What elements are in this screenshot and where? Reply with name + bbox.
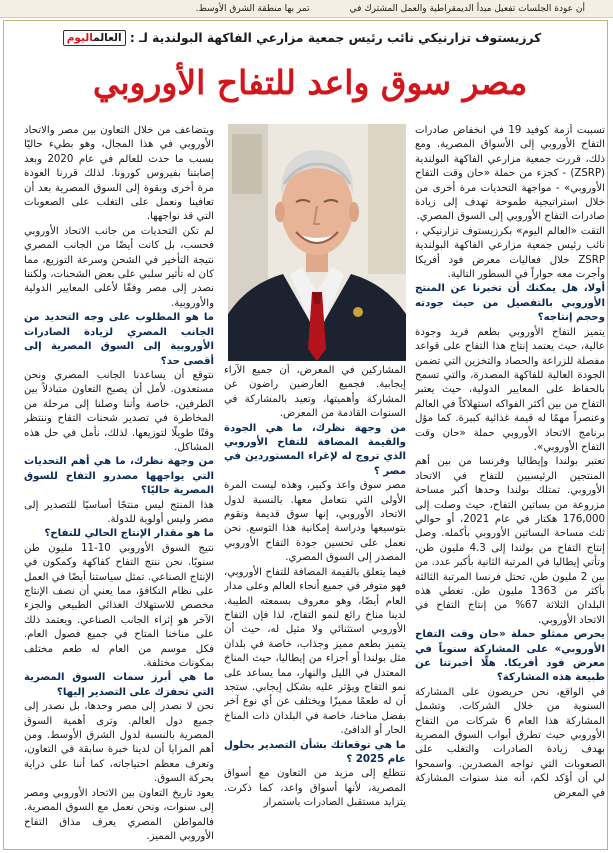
column-right [415, 124, 605, 844]
column-left [24, 124, 214, 844]
paragraph: مصر سوق واعد وكبير، وهذه ليست المرة الأولى التي نتعامل معها. بالنسبة لدول الاتحاد الأوروبي، إنها سوق قديمة ونقوم بتوسيعها ودراسة إمكانية هذا التوسع. نحن نعمل على تحسين جودة التفاح الأوروبي المصدر إلى السوق المصري. [224, 480, 406, 564]
interview-question: ما هو مقدار الإنتاج الحالي للتفاح؟ [44, 528, 214, 540]
interview-question: من وجهة نظرك، ما هي أهم التحديات التي يواجهها مصدرو التفاح للسوق المصرية حاليًا؟ [24, 456, 214, 497]
paragraph: ويتضاعف من خلال التعاون بين مصر والاتحاد الأوروبي في هذا المجال، وهو بطيء حاليًا بسبب ما حدث للعالم في عام 2020 وبعد إصابتنا بفيروس كورونا. لذلك قررنا العودة مرة أخرى وبقوة إلى السوق المصرية بعد أن تعافينا ونعمل على التغلب على الصعوبات التي قد نواجهها. [24, 125, 214, 223]
article-kicker [22, 30, 582, 46]
interview-question: ما هو المطلوب على وجه التحديد من الجانب المصري لزيادة الصادرات الأوروبية إلى السوق المصرية إلى أقصى حد؟ [24, 312, 214, 367]
top-strip-text-1: أن عودة الجلسات تفعيل مبدأ الديمقراطية والعمل المشترك في [349, 3, 585, 14]
logo-word-black: العالم [93, 32, 122, 44]
interview-question: أولا، هل يمكنك أن تخبرنا عن المنتج الأوروبي بالتفصيل من حيث جودته وحجم إنتاجه؟ [415, 283, 605, 324]
paragraph: في الواقع، نحن حريصون على المشاركة السنوية من خلال الشركات. وتشمل المشاركة هذا العام 6 شركات من التفاح الأوروبي حيث تطرق أبواب السوق المصرية بهدف زيادة الصادرات والتغلب على الصعوبات التي تواجه المصدرين. واسمحوا لي أن أؤكد لكم، أنه منذ سنوات المشاركة في المعرض [415, 686, 605, 799]
paragraph: هذا المنتج ليس منتجًا أساسيًا للتصدير إلى مصر وليس أولوية للدولة. [24, 499, 214, 525]
paragraph: تسببت أزمة كوفيد 19 في انخفاض صادرات التفاح الأوروبي إلى الأسواق المصرية. ومع ذلك، قررت جمعية مزارعي الفاكهة البولندية (ZSRP) - كجزء من حملة «حان وقت التفاح الأوروبي» - مواجهة التحديات مرة أخرى من خلال استراتيجية طموحة تهدف إلى زيادة صادرات التفاح الأوروبي إلى السوق المصري. [415, 125, 605, 223]
interview-question: ما هي توقعاتك بشأن التصدير بحلول عام 2025 ؟ [224, 739, 406, 765]
paragraph: المشاركين في المعرض، أن جميع الآراء إيجابية. فجميع العارضين راضون عن المشاركة وأهميتها، وتعيد بالمشاركة في السنوات القادمة من المعرض. [224, 365, 406, 420]
newspaper-logo [63, 30, 126, 46]
kicker-text: كرزيستوف تزارنيكي نائب رئيس جمعية مزارعي الفاكهة البولندية لـ : [129, 31, 542, 45]
portrait-illustration [228, 124, 406, 361]
interview-question: يحرص ممثلو حملة «حان وقت التفاح الأوروبي» على المشاركة سنوياً في معرض فود أفريكا. هلّا أخبرتنا عن طبيعة هذه المشاركة؟ [415, 629, 605, 684]
top-strip [0, 0, 613, 18]
paragraph: نتيج السوق الأوروبي 10-11 مليون طن سنويًا. نحن ننتج التفاح كفاكهة وكمكون في الإنتاج الصناعي. تمثل سياستنا أيضًا في العمل على نظام التكافؤ، مما يعني أن نصف الإنتاج مخصص للاستهلاك الغذائي الطبيعي والجزء الآخر هو إثراء الجانب الصناعي. ويعتمد ذلك على مناخنا المتاح في جميع فصول العام. فكل موسم من العام له طعم مختلف بمكونات مختلفة. [24, 542, 214, 670]
portrait-photo [228, 124, 406, 361]
paragraph: يعود تاريخ التعاون بين الاتحاد الأوروبي ومصر إلى سنوات، ونحن نعمل مع السوق المصرية. فالمواطن المصري يعرف مذاق التفاح الأوروبي المميز. [24, 787, 214, 842]
paragraph: نتوقع أن يساعدنا الجانب المصري ونحن مستعدون. لأمل أن يصبح التعاون متبادلاً بين الطرفين، خاصة وأننا وصلنا إلى مرحلة من المخاطرة في تصدير شحنات التفاح وننتظر وقتًا طويلًا لتوزيعها. لذلك، نأمل في حل هذه المشاكل. [24, 369, 214, 453]
paragraph: فيما يتعلق بالقيمة المضافة للتفاح الأوروبي، فهو متوفر في جميع أنحاء العالم وعلى مدار العام أيضًا، وهو معروف بسمعته الطيبة. لدينا مناخ رائع لنمو التفاح، لذا فإن التفاح الأوروبي استثنائي ولا مثيل له، حيث أن يتميز بطعم مميز وجذاب، خاصة في بلدان مثل بولندا أو أجزاء من إيطاليا، حيث المناخ المعتدل في الليل والنهار، مما يساعد على نمو التفاح ويؤثر عليه بشكل إيجابي. ستجد أن له طعمًا مميزًا ويختلف عن أي نوع آخر بفضل مناخنا، خاصة في البلدان ذات المناخ الحار أو الدافئ. [224, 566, 406, 737]
paragraph: تعتبر بولندا وإيطاليا وفرنسا من بين أهم المنتجين الرئيسيين للتفاح في الاتحاد الأوروبي. تمتلك بولندا وحدها أكبر مساحة مزروعة من بساتين التفاح، حيث وصلت إلى 176,000 هكتار في عام 2021، أو حوالي ثلث مساحة البساتين الأوروبي بأكمله. وصل إنتاج التفاح من بولندا إلى 4.3 مليون طن، وتأتي إيطاليا في المرتبة الثانية بأكبر عدد. من بين 2 مليون طن، تحتل فرنسا المرتبة الثالثة بأكثر من 1363 مليون طن. تغطي هذه البلدان الثلاثة 67% من إنتاج التفاح في الاتحاد الأوروبي. [415, 456, 605, 626]
column-middle [224, 364, 406, 844]
paragraph: نحن لا نصدر إلى مصر وحدها، بل نصدر إلى جميع دول العالم. وترى أهمية السوق المصرية بالنسبة لدول الشرق الأوسط. ومن أهم المزايا أن لدينا خبرة سابقة في التعاون، وتعرف معظم احتياجاته، كما أننا على دراية بحركة السوق. [24, 701, 214, 785]
paragraph: يتميز التفاح الأوروبي بطعم فريد وجودة عالية، حيث يعتمد إنتاج هذا التفاح على قواعد مفصلة للزراعة والحصاد والتخزين التي تضمن الجودة العالية للفاكهة المصدرة، والتي تسمح بالحفاظ على المعايير الدولية، حيث يعتبر التفاح من بين أكثر الفواكه استهلاكاً في العالم وعنصراً مهمًا له قيمة غذائية كبيرة. كما مؤل برنامج الاتحاد الأوروبي حملة «حان وقت التفاح الأوروبي». [415, 326, 605, 453]
paragraph: لم تكن التحديات من جانب الاتحاد الأوروبي فحسب، بل كانت أيضًا من الجانب المصري نتيجة التأخير في الشحن وسرعة التوزيع، مما كان له تأثير سلبي على بعض الشحنات، ولكننا نصدر إلى مصر وفقًا لأعلى المعايير الدولية والأوروبية. [24, 225, 214, 309]
logo-word-red: اليوم [66, 32, 94, 44]
paragraph: نتطلع إلى مزيد من التعاون مع أسواق المصرية، لأنها أسواق واعد، كما ذكرت. يتزايد مستقبل الصادرات باستمرار [224, 768, 406, 809]
article-headline: مصر سوق واعد للتفاح الأوروبي [92, 63, 528, 102]
top-strip-text-2: تمر بها منطقة الشرق الأوسط. [195, 3, 310, 14]
interview-question: من وجهة نظرك، ما هي الجودة والقيمة المضافة للتفاح الأوروبي الذي تروج له لإغراء المستوردين في مصر ؟ [224, 422, 406, 477]
paragraph: التقت «العالم اليوم» بكرزيستوف تزارنيكي ، نائب رئيس جمعية مزارعي الفاكهة البولندية ZSRP خلال فعاليات معرض فود أفريكا وأجرت معه حواراً في السطور التالية. [415, 225, 605, 281]
interview-question: ما هي أبرز سمات السوق المصرية التي تحفزك على التصدير إليها؟ [24, 672, 214, 698]
